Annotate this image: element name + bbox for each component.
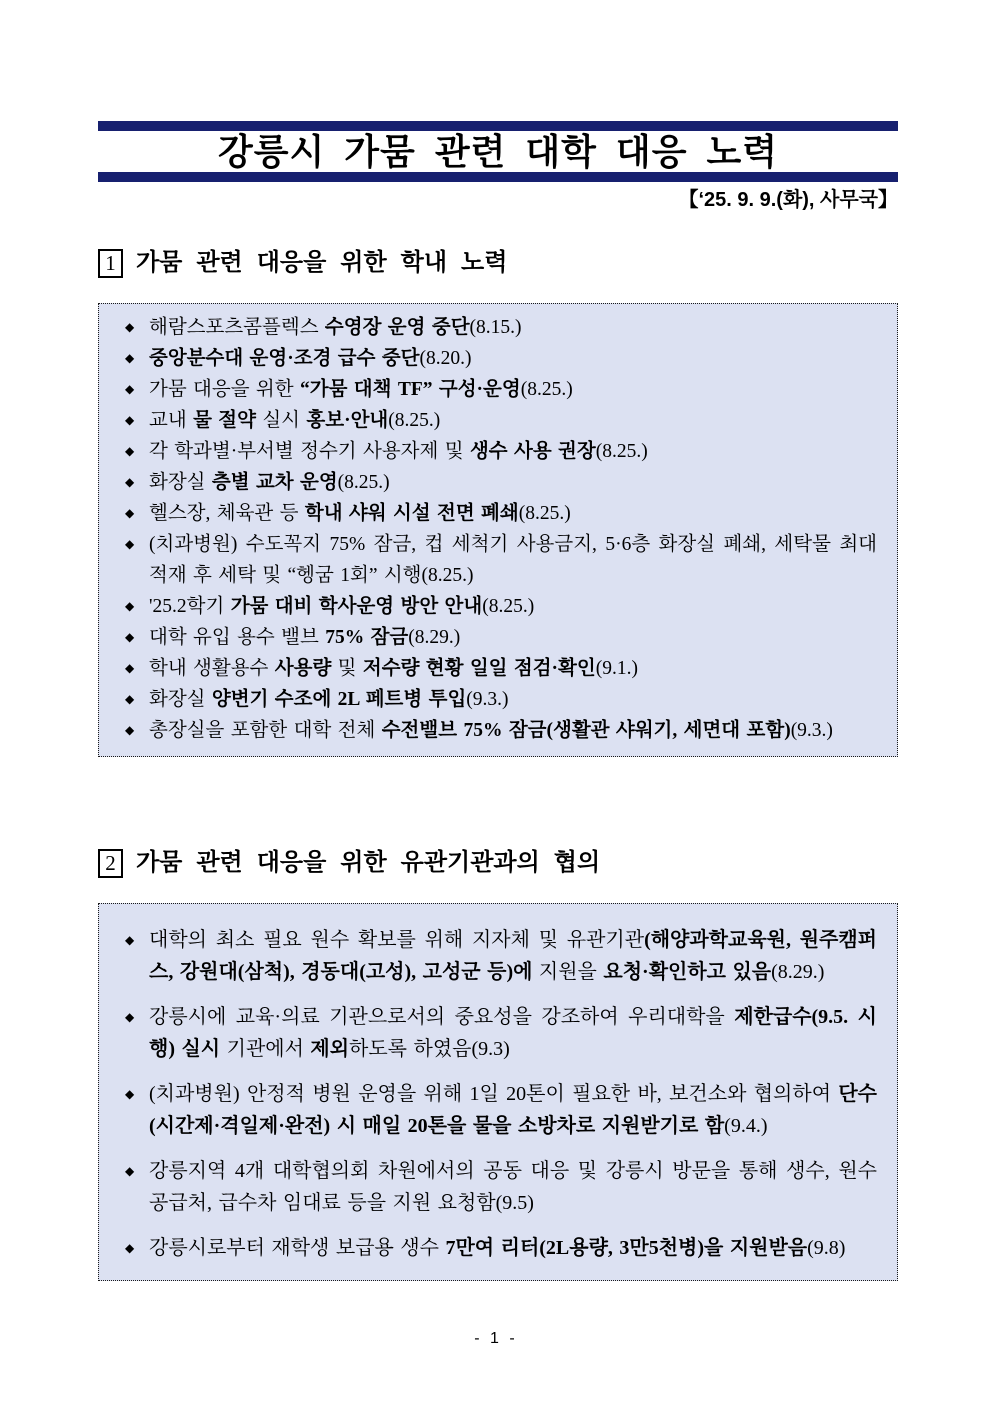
list-item-text: 각 학과별·부서별 정수기 사용자제 및 생수 사용 권장(8.25.) [149, 441, 648, 462]
diamond-bullet-icon: ◆ [125, 475, 135, 489]
diamond-bullet-icon: ◆ [125, 1010, 135, 1024]
list-item [119, 436, 877, 467]
section-1-heading [98, 246, 918, 280]
list-item [119, 1001, 877, 1065]
list-item-text: 화장실 양변기 수조에 2L 페트병 투입(9.3.) [149, 689, 509, 710]
list-item-text: 강릉시로부터 재학생 보급용 생수 7만여 리터(2L용량, 3만5천병)을 지원받음(9.8) [149, 1237, 846, 1259]
section-2-heading [98, 846, 918, 880]
diamond-bullet-icon: ◆ [125, 661, 135, 675]
list-item [119, 591, 877, 622]
list-item-text: 총장실을 포함한 대학 전체 수전밸브 75% 잠금(생활관 샤워기, 세면대 포함)(9.3.) [149, 720, 833, 741]
diamond-bullet-icon: ◆ [125, 630, 135, 644]
list-item [119, 684, 877, 715]
list-item-text: 대학의 최소 필요 원수 확보를 위해 지자체 및 유관기관(해양과학교육원, 원주캠퍼스, 강원대(삼척), 경동대(고성), 고성군 등)에 지원을 요청·확인하고 있음(8.29.) [149, 929, 877, 983]
diamond-bullet-icon: ◆ [125, 351, 135, 365]
section-1-title: 가뭄 관련 대응을 위한 학내 노력 [136, 250, 508, 276]
list-item [119, 1155, 877, 1219]
list-item [119, 1232, 877, 1264]
list-item-text: '25.2학기 가뭄 대비 학사운영 방안 안내(8.25.) [149, 596, 535, 617]
list-item [119, 529, 877, 591]
list-item [119, 622, 877, 653]
list-item-text: 가뭄 대응을 위한 “가뭄 대책 TF” 구성·운영(8.25.) [149, 379, 573, 400]
section-2-title: 가뭄 관련 대응을 위한 유관기관과의 협의 [136, 850, 601, 876]
diamond-bullet-icon: ◆ [125, 320, 135, 334]
diamond-bullet-icon: ◆ [125, 537, 135, 551]
list-item-text: 강릉시에 교육·의료 기관으로서의 중요성을 강조하여 우리대학을 제한급수(9.5. 시행) 실시 기관에서 제외하도록 하였음(9.3) [149, 1006, 877, 1060]
page-number: - 1 - [474, 1330, 518, 1347]
list-item [119, 312, 877, 343]
list-item-text: 헬스장, 체육관 등 학내 샤워 시설 전면 폐쇄(8.25.) [149, 503, 571, 524]
section-1-number-box: 1 [98, 249, 123, 278]
list-item [119, 467, 877, 498]
list-item-text: 해람스포츠콤플렉스 수영장 운영 중단(8.15.) [149, 317, 522, 338]
section-1-list-box [98, 303, 898, 757]
diamond-bullet-icon: ◆ [125, 692, 135, 706]
diamond-bullet-icon: ◆ [125, 933, 135, 947]
list-item-text: (치과병원) 수도꼭지 75% 잠금, 컵 세척기 사용금지, 5·6층 화장실 폐쇄, 세탁물 최대 적재 후 세탁 및 “헹굼 1회” 시행(8.25.) [149, 534, 877, 586]
diamond-bullet-icon: ◆ [125, 723, 135, 737]
list-item-text: 강릉지역 4개 대학협의회 차원에서의 공동 대응 및 강릉시 방문을 통해 생수, 원수 공급처, 급수차 임대료 등을 지원 요청함(9.5) [149, 1160, 877, 1214]
diamond-bullet-icon: ◆ [125, 413, 135, 427]
title-block [98, 121, 898, 182]
section-2-list-box [98, 903, 898, 1281]
list-item [119, 1078, 877, 1142]
document-title: 강릉시 가뭄 관련 대학 대응 노력 [217, 131, 779, 172]
diamond-bullet-icon: ◆ [125, 1087, 135, 1101]
list-item [119, 653, 877, 684]
list-item-text: 중앙분수대 운영·조경 급수 중단(8.20.) [149, 348, 472, 369]
diamond-bullet-icon: ◆ [125, 599, 135, 613]
list-item [119, 498, 877, 529]
diamond-bullet-icon: ◆ [125, 444, 135, 458]
list-item-text: 학내 생활용수 사용량 및 저수량 현황 일일 점검·확인(9.1.) [149, 658, 638, 679]
list-item-text: (치과병원) 안정적 병원 운영을 위해 1일 20톤이 필요한 바, 보건소와 협의하여 단수(시간제·격일제·완전) 시 매일 20톤을 물을 소방차로 지원받기로 함(9.4.) [149, 1083, 877, 1137]
title-bottom-rule [98, 172, 898, 182]
section-2-number-box: 2 [98, 849, 123, 878]
date-line: 【‘25. 9. 9.(화), 사무국】 [678, 189, 898, 211]
list-item [119, 715, 877, 746]
diamond-bullet-icon: ◆ [125, 506, 135, 520]
diamond-bullet-icon: ◆ [125, 382, 135, 396]
diamond-bullet-icon: ◆ [125, 1241, 135, 1255]
diamond-bullet-icon: ◆ [125, 1164, 135, 1178]
title-top-rule [98, 121, 898, 131]
list-item-text: 대학 유입 용수 밸브 75% 잠금(8.29.) [149, 627, 461, 648]
list-item [119, 374, 877, 405]
list-item [119, 924, 877, 988]
list-item [119, 343, 877, 374]
list-item-text: 교내 물 절약 실시 홍보·안내(8.25.) [149, 410, 441, 431]
list-item-text: 화장실 층별 교차 운영(8.25.) [149, 472, 390, 493]
list-item [119, 405, 877, 436]
